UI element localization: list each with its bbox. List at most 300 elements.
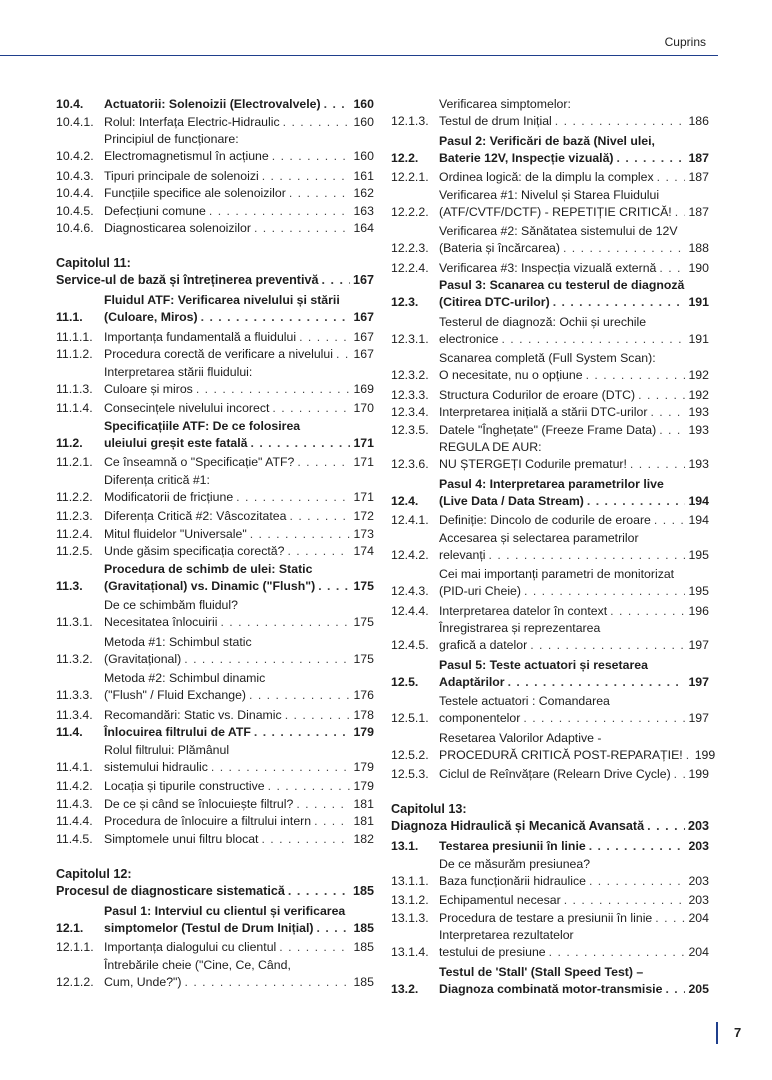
entry-body — [104, 778, 374, 795]
entry-line: Echipamentul necesar — [439, 893, 561, 907]
toc-entry[interactable] — [56, 670, 374, 704]
page-ref: 167 — [353, 329, 374, 344]
page-ref: 172 — [353, 509, 374, 523]
entry-line: (Culoare, Miros) — [104, 310, 198, 324]
entry-last-line — [104, 778, 374, 795]
section-number: 12.3.2. — [391, 368, 429, 382]
entry-line: Definiție: Dincolo de codurile de eroare — [439, 513, 651, 527]
entry-text — [104, 131, 374, 165]
toc-entry[interactable] — [391, 693, 709, 727]
page-ref: 171 — [353, 489, 374, 504]
entry-line: Accesarea și selectarea parametrilor — [439, 530, 639, 545]
dot-leader — [674, 766, 686, 783]
toc-entry[interactable] — [56, 185, 374, 202]
section-number: 11.2.4. — [56, 526, 93, 541]
page-ref: 181 — [353, 796, 374, 811]
toc-entry[interactable] — [56, 634, 374, 668]
toc-entry[interactable] — [56, 203, 374, 220]
page-ref: 185 — [353, 974, 374, 989]
entry-last-line — [104, 651, 374, 668]
entry-body — [439, 187, 709, 221]
entry-text — [439, 566, 709, 600]
entry-last-line — [439, 493, 709, 510]
entry-line: Funcțiile specifice ale solenoizilor — [104, 186, 286, 200]
entry-line: ("Flush" / Fluid Exchange) — [104, 688, 247, 702]
section-number: 12.5.2. — [391, 747, 429, 762]
entry-text — [104, 634, 374, 668]
page-ref: 193 — [688, 422, 709, 437]
entry-body — [104, 292, 374, 326]
page-ref: 185 — [353, 920, 374, 935]
dot-leader — [201, 309, 351, 326]
page-ref: 187 — [688, 150, 709, 165]
toc-entry[interactable] — [391, 422, 709, 439]
section-number: 12.4.1. — [391, 513, 429, 527]
dot-leader — [250, 526, 351, 543]
entry-body — [439, 512, 709, 529]
toc-entry[interactable] — [56, 220, 374, 237]
page-ref: 179 — [353, 759, 374, 774]
entry-last-line — [104, 220, 374, 237]
chapter-label: Capitolul 12: — [56, 866, 132, 881]
entry-text — [439, 350, 709, 384]
toc-entry[interactable] — [56, 526, 374, 543]
chapter-heading[interactable] — [56, 866, 374, 900]
entry-line: Recomandări: Static vs. Dinamic — [104, 707, 282, 722]
toc-entry[interactable] — [391, 910, 709, 927]
entry-line: Înregistrarea și reprezentarea — [439, 621, 601, 635]
dot-leader — [530, 637, 685, 654]
toc-entry[interactable] — [56, 707, 374, 724]
entry-line: Interpretarea inițială a stării DTC-urilor — [439, 405, 648, 419]
dot-leader — [249, 687, 350, 704]
toc-entry[interactable] — [391, 964, 709, 998]
entry-text — [439, 620, 709, 654]
dot-leader — [318, 578, 350, 595]
entry-line: Baterie 12V, Inspecție vizuală) — [439, 150, 614, 165]
entry-line: Diferența critică #1: — [104, 472, 210, 487]
entry-body — [439, 476, 709, 510]
entry-last-line — [104, 185, 374, 202]
entry-line: Procedura de schimb de ulei: Static — [104, 561, 313, 576]
page-ref: 187 — [688, 170, 709, 184]
chapter-heading[interactable] — [56, 255, 374, 289]
entry-text — [439, 314, 709, 348]
page-ref: 179 — [353, 725, 374, 739]
toc-entry[interactable] — [391, 96, 709, 130]
entry-last-line — [104, 974, 374, 991]
toc-entry[interactable] — [391, 566, 709, 600]
entry-text — [104, 168, 374, 185]
entry-body — [104, 203, 374, 220]
toc-entry[interactable] — [56, 454, 374, 471]
toc-entry[interactable] — [56, 472, 374, 506]
page-ref: 185 — [352, 883, 374, 898]
entry-last-line — [104, 759, 374, 776]
entry-body — [439, 133, 709, 167]
entry-text — [439, 730, 716, 764]
dot-leader — [610, 603, 685, 620]
entry-last-line — [104, 687, 374, 704]
toc-entry[interactable] — [391, 530, 709, 564]
toc-entry[interactable] — [391, 730, 716, 764]
page-ref: 169 — [353, 381, 374, 396]
entry-line: Testul de drum Inițial — [439, 114, 552, 128]
entry-text — [104, 813, 374, 830]
entry-line: Interpretarea datelor în context — [439, 603, 608, 618]
section-number: 11.3.2. — [56, 651, 93, 666]
entry-body — [439, 422, 709, 439]
toc-entry[interactable] — [56, 292, 374, 326]
page-ref: 195 — [688, 547, 709, 562]
entry-line: Metoda #1: Schimbul static — [104, 634, 252, 649]
entry-last-line — [439, 710, 709, 727]
entry-body — [439, 530, 709, 564]
entry-body — [104, 707, 374, 724]
entry-body — [439, 169, 709, 186]
section-number: 12.2. — [391, 150, 419, 165]
toc-entry[interactable] — [391, 277, 709, 311]
dot-leader — [321, 272, 350, 289]
toc-entry[interactable] — [391, 603, 709, 620]
entry-text — [104, 543, 374, 560]
section-number: 11.3.3. — [56, 688, 93, 702]
dot-leader — [524, 583, 685, 600]
entry-line: Baza funcționării hidraulice — [439, 873, 586, 888]
page-ref: 187 — [688, 204, 709, 219]
toc-entry[interactable] — [56, 796, 374, 813]
page-ref: 194 — [688, 513, 709, 527]
entry-text — [439, 187, 709, 221]
entry-line: Tipuri principale de solenoizi — [104, 168, 259, 183]
entry-text — [439, 856, 709, 890]
page-ref: 181 — [353, 814, 374, 828]
section-number: 10.4.3. — [56, 168, 94, 183]
page-ref: 175 — [353, 615, 374, 629]
header-rule — [0, 55, 718, 56]
entry-last-line — [104, 168, 374, 185]
page-ref: 191 — [688, 331, 709, 346]
page-ref: 190 — [688, 260, 709, 275]
toc-entry[interactable] — [56, 813, 374, 830]
entry-text — [439, 223, 709, 257]
toc-entry[interactable] — [56, 418, 374, 452]
chapter-title: Procesul de diagnosticare sistematică — [56, 883, 285, 898]
toc-entry[interactable] — [56, 329, 374, 346]
entry-body — [104, 114, 374, 131]
page-ref: 170 — [353, 401, 374, 415]
entry-line: Verificarea #2: Sănătatea sistemului de 12V — [439, 224, 678, 238]
entry-body — [439, 856, 709, 890]
entry-line: Ce înseamnă o "Specificație" ATF? — [104, 455, 295, 469]
entry-text — [104, 364, 374, 398]
toc-entry[interactable] — [391, 838, 709, 855]
dot-leader — [659, 422, 685, 439]
entry-line: (Citirea DTC-urilor) — [439, 295, 550, 309]
section-number: 10.4.2. — [56, 149, 94, 163]
dot-leader — [288, 883, 350, 900]
page-ref: 173 — [353, 526, 374, 541]
chapter-title: Service-ul de bază și întreținerea preventivă — [56, 273, 319, 287]
entry-body — [439, 566, 709, 600]
section-number: 12.4. — [391, 493, 419, 508]
section-number: 10.4.1. — [56, 114, 94, 129]
page-ref: 186 — [688, 114, 709, 128]
entry-line: Importanța fundamentală a fluidului — [104, 329, 297, 344]
toc-entry[interactable] — [391, 223, 709, 257]
entry-last-line — [439, 838, 709, 855]
toc-entry[interactable] — [56, 742, 374, 776]
entry-line: Testerul de diagnoză: Ochii și urechile — [439, 314, 647, 329]
page-ref: 178 — [353, 707, 374, 722]
entry-line: Adaptărilor — [439, 674, 505, 689]
section-number: 11.3.4. — [56, 707, 93, 722]
section-number: 12.3.1. — [391, 331, 429, 346]
section-number: 12.2.4. — [391, 260, 429, 275]
entry-body — [439, 620, 709, 654]
dot-leader — [297, 454, 350, 471]
entry-last-line — [104, 346, 374, 363]
section-number: 12.5. — [391, 674, 419, 689]
toc-entry[interactable] — [391, 657, 709, 691]
entry-body — [439, 766, 709, 783]
entry-last-line — [439, 169, 709, 186]
entry-text — [439, 603, 709, 620]
entry-line: Întrebările cheie ("Cine, Ce, Când, — [104, 957, 291, 972]
entry-last-line — [104, 724, 374, 741]
entry-last-line — [439, 422, 709, 439]
entry-line: componentelor — [439, 711, 521, 725]
section-number: 12.4.4. — [391, 603, 429, 618]
entry-text — [104, 508, 374, 525]
entry-body — [104, 168, 374, 185]
toc-entry[interactable] — [56, 831, 374, 848]
toc-entry[interactable] — [56, 508, 374, 525]
entry-body — [104, 796, 374, 813]
section-number: 12.2.2. — [391, 204, 429, 219]
entry-line: Testul de 'Stall' (Stall Speed Test) – — [439, 964, 644, 979]
entry-body — [104, 472, 374, 506]
chapter-title-row — [391, 818, 709, 835]
entry-last-line — [439, 603, 709, 620]
toc-entry[interactable] — [391, 314, 709, 348]
entry-line: Datele "Înghețate" (Freeze Frame Data) — [439, 422, 657, 437]
dot-leader — [261, 831, 350, 848]
page-ref: 162 — [353, 186, 374, 200]
section-number: 12.3.4. — [391, 405, 429, 419]
entry-line: relevanți — [439, 547, 486, 562]
toc-entry[interactable] — [391, 856, 709, 890]
section-number: 12.4.5. — [391, 638, 429, 652]
entry-last-line — [439, 547, 709, 564]
section-number: 12.3. — [391, 295, 419, 309]
dot-leader — [659, 260, 685, 277]
toc-entry[interactable] — [391, 476, 709, 510]
entry-line: Structura Codurilor de eroare (DTC) — [439, 387, 636, 402]
entry-text — [104, 957, 374, 991]
entry-last-line — [439, 204, 709, 221]
toc-entry[interactable] — [391, 512, 709, 529]
entry-line: Interpretarea stării fluidului: — [104, 364, 253, 379]
dot-leader — [655, 910, 685, 927]
entry-last-line — [439, 456, 709, 473]
dot-leader — [675, 204, 686, 221]
toc-entry[interactable] — [391, 387, 709, 404]
page-ref: 185 — [353, 940, 374, 954]
entry-line: Resetarea Valorilor Adaptive - — [439, 730, 602, 745]
toc-entry[interactable] — [56, 957, 374, 991]
entry-last-line — [104, 96, 374, 113]
toc-entry[interactable] — [391, 350, 709, 384]
toc-entry[interactable] — [391, 187, 709, 221]
entry-body — [104, 96, 374, 113]
dot-leader — [317, 920, 351, 937]
entry-last-line — [104, 578, 374, 595]
page-ref: 160 — [353, 97, 374, 111]
toc-entry[interactable] — [56, 903, 374, 937]
dot-leader — [686, 747, 692, 764]
entry-text — [439, 530, 709, 564]
entry-text — [439, 96, 709, 130]
page-ref: 196 — [688, 603, 709, 618]
entry-last-line — [104, 309, 374, 326]
dot-leader — [272, 400, 350, 417]
toc-entry[interactable] — [56, 131, 374, 165]
section-number: 10.4.6. — [56, 221, 94, 235]
entry-text — [439, 910, 709, 927]
section-number: 11.2.1. — [56, 455, 93, 469]
toc-entry[interactable] — [391, 169, 709, 186]
toc-entry[interactable] — [391, 766, 709, 783]
dot-leader — [553, 294, 686, 311]
page-ref: 203 — [688, 893, 709, 907]
page-ref: 160 — [353, 149, 374, 163]
section-number: 11.2.3. — [56, 509, 93, 523]
entry-body — [439, 838, 709, 855]
entry-body — [104, 724, 374, 741]
toc-entry[interactable] — [391, 439, 709, 473]
toc-entry[interactable] — [56, 168, 374, 185]
toc-column-right — [391, 96, 716, 1000]
entry-last-line — [104, 526, 374, 543]
toc-entry[interactable] — [56, 543, 374, 560]
entry-line: Verificarea #3: Inspecția vizuală externă — [439, 260, 657, 275]
page-ref: 203 — [688, 839, 709, 853]
page-ref: 174 — [353, 544, 374, 558]
entry-last-line — [104, 400, 374, 417]
dot-leader — [299, 329, 350, 346]
section-number: 12.3.6. — [391, 457, 429, 471]
entry-body — [439, 892, 709, 909]
page-ref: 193 — [688, 457, 709, 471]
toc-entry[interactable] — [56, 561, 374, 595]
toc-entry[interactable] — [56, 724, 374, 741]
toc-entry[interactable] — [56, 96, 374, 113]
section-number: 11.1.2. — [56, 347, 93, 361]
dot-leader — [287, 543, 350, 560]
entry-line: O necesitate, nu o opțiune — [439, 368, 583, 382]
entry-line: Pasul 5: Teste actuatori și resetarea — [439, 657, 648, 672]
entry-line: Înlocuirea filtrului de ATF — [104, 725, 251, 739]
entry-body — [104, 939, 374, 956]
entry-line: testului de presiune — [439, 945, 546, 959]
section-number: 12.5.3. — [391, 767, 429, 781]
toc-column-left — [56, 96, 374, 993]
toc-entry[interactable] — [56, 114, 374, 131]
dot-leader — [324, 96, 351, 113]
entry-line: Diagnoza combinată motor-transmisie — [439, 981, 663, 996]
section-number: 11.2. — [56, 435, 83, 450]
section-number: 12.1. — [56, 920, 84, 935]
entry-text — [439, 964, 709, 998]
chapter-label: Capitolul 11: — [56, 256, 131, 270]
toc-entry[interactable] — [391, 927, 709, 961]
page-ref: 167 — [353, 310, 374, 324]
toc-entry[interactable] — [56, 346, 374, 363]
toc-entry[interactable] — [56, 597, 374, 631]
section-number: 11.1.3. — [56, 381, 93, 396]
toc-entry[interactable] — [391, 133, 709, 167]
entry-last-line — [104, 114, 374, 131]
entry-line: grafică a datelor — [439, 638, 528, 652]
chapter-heading[interactable] — [391, 801, 709, 835]
entry-text — [104, 670, 374, 704]
section-number: 12.3.3. — [391, 387, 429, 402]
entry-last-line — [439, 387, 709, 404]
entry-last-line — [104, 831, 374, 848]
entry-text — [104, 778, 374, 795]
entry-line: De ce măsurăm presiunea? — [439, 856, 591, 871]
toc-entry[interactable] — [56, 778, 374, 795]
entry-line: sistemului hidraulic — [104, 759, 208, 774]
entry-line: Cum, Unde?") — [104, 974, 182, 989]
toc-entry[interactable] — [391, 404, 709, 421]
entry-body — [104, 185, 374, 202]
entry-line: Cei mai importanți parametri de monitorizat — [439, 567, 675, 581]
entry-last-line — [104, 920, 374, 937]
toc-entry[interactable] — [391, 620, 709, 654]
entry-last-line — [439, 367, 709, 384]
entry-line: (Live Data / Data Stream) — [439, 493, 584, 508]
chapter-title: Diagnoza Hidraulică și Mecanică Avansată — [391, 819, 645, 833]
page-ref: 167 — [352, 273, 374, 287]
entry-line: Modificatorii de fricțiune — [104, 489, 234, 504]
toc-entry[interactable] — [56, 400, 374, 417]
dot-leader — [236, 489, 350, 506]
toc-entry[interactable] — [391, 892, 709, 909]
section-number: 13.1.3. — [391, 910, 429, 925]
toc-entry[interactable] — [56, 939, 374, 956]
entry-line: Pasul 4: Interpretarea parametrilor live — [439, 476, 664, 491]
dot-leader — [647, 818, 685, 835]
entry-text — [439, 422, 709, 439]
entry-text — [439, 277, 709, 311]
entry-last-line — [439, 892, 709, 909]
chapter-title-row — [56, 883, 374, 900]
entry-text — [104, 724, 374, 741]
page-ref: 171 — [353, 435, 374, 450]
entry-text — [104, 400, 374, 417]
entry-body — [104, 364, 374, 398]
toc-entry[interactable] — [391, 260, 709, 277]
entry-line: Procedura corectă de verificare a nivelului — [104, 347, 333, 361]
page-ref: 197 — [688, 711, 709, 725]
section-number: 11.4. — [56, 725, 83, 739]
entry-text — [104, 220, 374, 237]
toc-entry[interactable] — [56, 364, 374, 398]
section-number: 13.2. — [391, 981, 419, 996]
page-ref: 199 — [694, 747, 716, 762]
